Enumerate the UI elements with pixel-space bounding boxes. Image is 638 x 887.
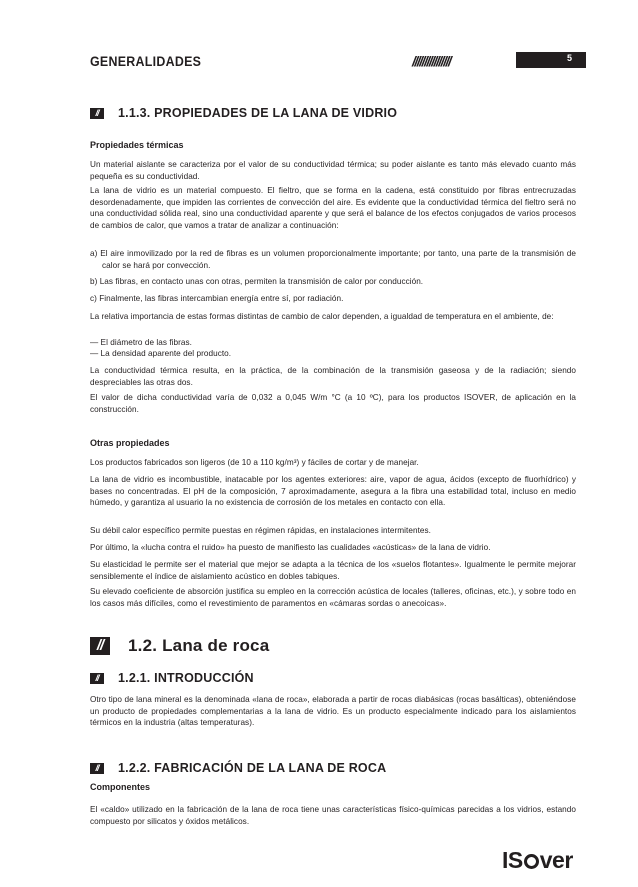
components-heading: Componentes (90, 782, 151, 792)
isover-logo (502, 847, 573, 874)
thermal-paragraph-4: La conductividad térmica resulta, en la práctica, de la combinación de la transmisión gaseosa y de la radiación; siendo despreciables las otras dos. (90, 366, 576, 387)
thermal-heading: Propiedades térmicas (90, 140, 184, 150)
header-title: GENERALIDADES (90, 54, 202, 69)
section-121-title: 1.2.1. INTRODUCCIÓN (118, 671, 254, 685)
other-paragraph-3: Su débil calor específico permite puestas en régimen rápidas, en instalaciones intermitentes. (90, 526, 431, 535)
other-paragraph-5: Su elasticidad le permite ser el material que mejor se adapta a la técnica de los «suelos flotantes». Igualmente le permite mejorar sensiblemente el índice de aislamiento acústico en dobles tabiques. (90, 560, 576, 581)
logo-text-left: IS (502, 847, 523, 873)
thermal-paragraph-2: La lana de vidrio es un material compuesto. El fieltro, que se forma en la cadena, está constituido por fibras entrecruzadas desordenadamente, que impiden las corrientes de convección del aire. Es evidente que la conductividad térmica del fieltro será no una conductividad sólida real, sino una conductividad aparente y que será el balance de los efectos conjugados de varios procesos de cambios de calor, que vamos a tratar de analizar a continuación: (90, 186, 576, 230)
other-paragraph-1: Los productos fabricados son ligeros (de 10 a 110 kg/m³) y fáciles de cortar y de manejar. (90, 458, 419, 467)
section-marker: // (90, 108, 104, 119)
section-121-heading (90, 671, 254, 685)
other-paragraph-6: Su elevado coeficiente de absorción justifica su empleo en la corrección acústica de locales (talleres, oficinas, etc.), y sobre todo en los casos más difíciles, como el revestimiento de paramentos en «cámaras sordas o anecoicas». (90, 587, 576, 608)
section-113-heading (90, 106, 397, 120)
thermal-list-a: a) El aire inmovilizado por la red de fibras es un volumen proporcionalmente importante; por tanto, una parte de la transmisión de calor se hará por convección. (90, 249, 576, 270)
thermal-list-c: c) Finalmente, las fibras intercambian energía entre sí, por radiación. (90, 294, 344, 303)
other-heading: Otras propiedades (90, 438, 170, 448)
thermal-dash-1: — El diámetro de las fibras. (90, 338, 192, 347)
section-marker: // (90, 673, 104, 684)
section-113-title: 1.1.3. PROPIEDADES DE LA LANA DE VIDRIO (118, 106, 398, 120)
section-122-title: 1.2.2. FABRICACIÓN DE LA LANA DE ROCA (118, 761, 387, 775)
thermal-paragraph-5: El valor de dicha conductividad varía de 0,032 a 0,045 W/m °C (a 10 ºC), para los productos ISOVER, de aplicación en la construcción. (90, 393, 576, 414)
section-12-heading (90, 636, 269, 656)
section-marker: // (90, 637, 110, 655)
logo-circle-icon (524, 854, 539, 869)
section-122-heading (90, 761, 386, 775)
intro-paragraph: Otro tipo de lana mineral es la denominada «lana de roca», elaborada a partir de rocas diabásicas (rocas basálticas), obteniéndose un producto de propiedades complementarias a la lana de vidrio. Es un producto especialmente indicado para los aislamientos térmicos en la industria (altas temperaturas). (90, 695, 576, 728)
logo-text-right: ver (539, 847, 573, 873)
thermal-list-b: b) Las fibras, en contacto unas con otras, permiten la transmisión de calor por conducción. (90, 277, 424, 286)
header-slashes-decoration: //////////////// (412, 53, 451, 69)
other-paragraph-4: Por último, la «lucha contra el ruido» ha puesto de manifiesto las cualidades «acústicas» de la lana de vidrio. (90, 543, 491, 552)
section-marker: // (90, 763, 104, 774)
thermal-paragraph-3: La relativa importancia de estas formas distintas de cambio de calor dependen, a igualdad de temperatura en el ambiente, de: (90, 312, 554, 321)
section-12-title: 1.2. Lana de roca (128, 636, 270, 655)
page-number: 5 (566, 53, 572, 63)
other-paragraph-2: La lana de vidrio es incombustible, inatacable por los agentes exteriores: aire, vapor de agua, ácidos (excepto de fluorhídrico) y bases no concentradas. El pH de la composición, 7 aproximadamente, asegura a la fibra una estabilidad total, incluso en medio húmedo, y garantiza al usuario la no existencia de corrosión de los metales en contacto con ella. (90, 475, 576, 508)
page-header (90, 50, 585, 72)
page-number-box (516, 52, 586, 68)
thermal-dash-2: — La densidad aparente del producto. (90, 349, 232, 358)
components-paragraph: El «caldo» utilizado en la fabricación de la lana de roca tiene unas características físico-químicas parecidas a los vidrios, estando compuesto por silicatos y óxidos metálicos. (90, 805, 576, 826)
thermal-paragraph-1: Un material aislante se caracteriza por el valor de su conductividad térmica; su poder aislante es tanto más elevado cuanto más pequeña es su conductividad. (90, 160, 576, 181)
